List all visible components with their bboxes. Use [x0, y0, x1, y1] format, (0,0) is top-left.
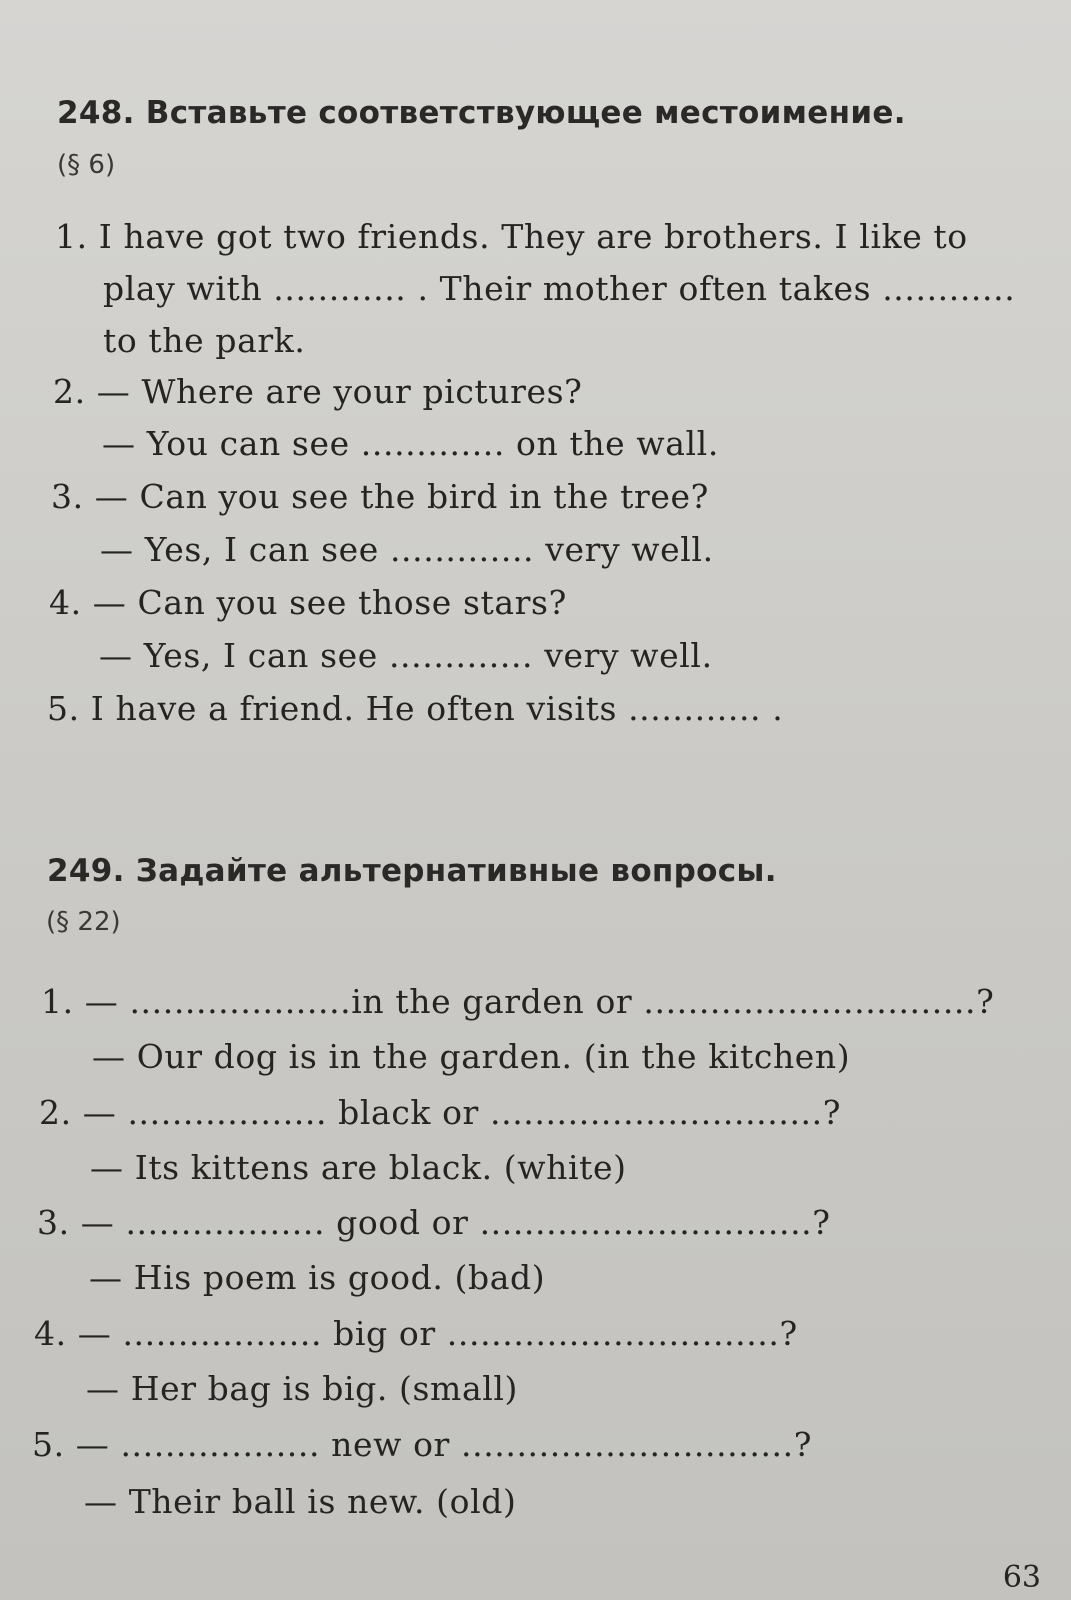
exercise-249-line: 5. — .................. new or ..............................?	[32, 1425, 813, 1464]
exercise-249-line: — Her bag is big. (small)	[86, 1369, 518, 1408]
exercise-249-line: — Our dog is in the garden. (in the kitchen)	[92, 1037, 851, 1076]
exercise-249-line: — Their ball is new. (old)	[84, 1482, 517, 1521]
exercise-248-line: 2. — Where are your pictures?	[53, 372, 583, 411]
exercise-248-title: 248. Вставьте соответствующее местоимение.	[57, 95, 906, 131]
exercise-248-line: 1. I have got two friends. They are brothers. I like to	[55, 217, 968, 256]
exercise-249-line: 2. — .................. black or ..............................?	[39, 1093, 842, 1132]
exercise-248-line: — Yes, I can see ............. very well.	[100, 530, 714, 569]
exercise-248-line: — Yes, I can see ............. very well.	[99, 636, 713, 675]
page-number: 63	[1002, 1560, 1041, 1595]
exercise-248-line: play with ............ . Their mother often takes ............	[103, 269, 1016, 308]
exercise-249-line: 3. — .................. good or ..............................?	[37, 1203, 831, 1242]
exercise-248-line: 3. — Can you see the bird in the tree?	[51, 477, 709, 516]
exercise-249-reference: (§ 22)	[46, 907, 121, 937]
exercise-249-line: 1. — ....................in the garden or ..............................?	[41, 982, 995, 1021]
exercise-249-line: 4. — .................. big or ..............................?	[34, 1314, 798, 1353]
exercise-249-line: — Its kittens are black. (white)	[90, 1148, 627, 1187]
exercise-249-title: 249. Задайте альтернативные вопросы.	[47, 853, 777, 889]
exercise-248-line: 5. I have a friend. He often visits ............ .	[47, 689, 784, 728]
exercise-248-line: — You can see ............. on the wall.	[102, 424, 719, 463]
exercise-248-reference: (§ 6)	[57, 150, 116, 180]
exercise-249-line: — His poem is good. (bad)	[89, 1258, 546, 1297]
exercise-248-line: to the park.	[103, 321, 306, 360]
exercise-248-line: 4. — Can you see those stars?	[49, 583, 567, 622]
